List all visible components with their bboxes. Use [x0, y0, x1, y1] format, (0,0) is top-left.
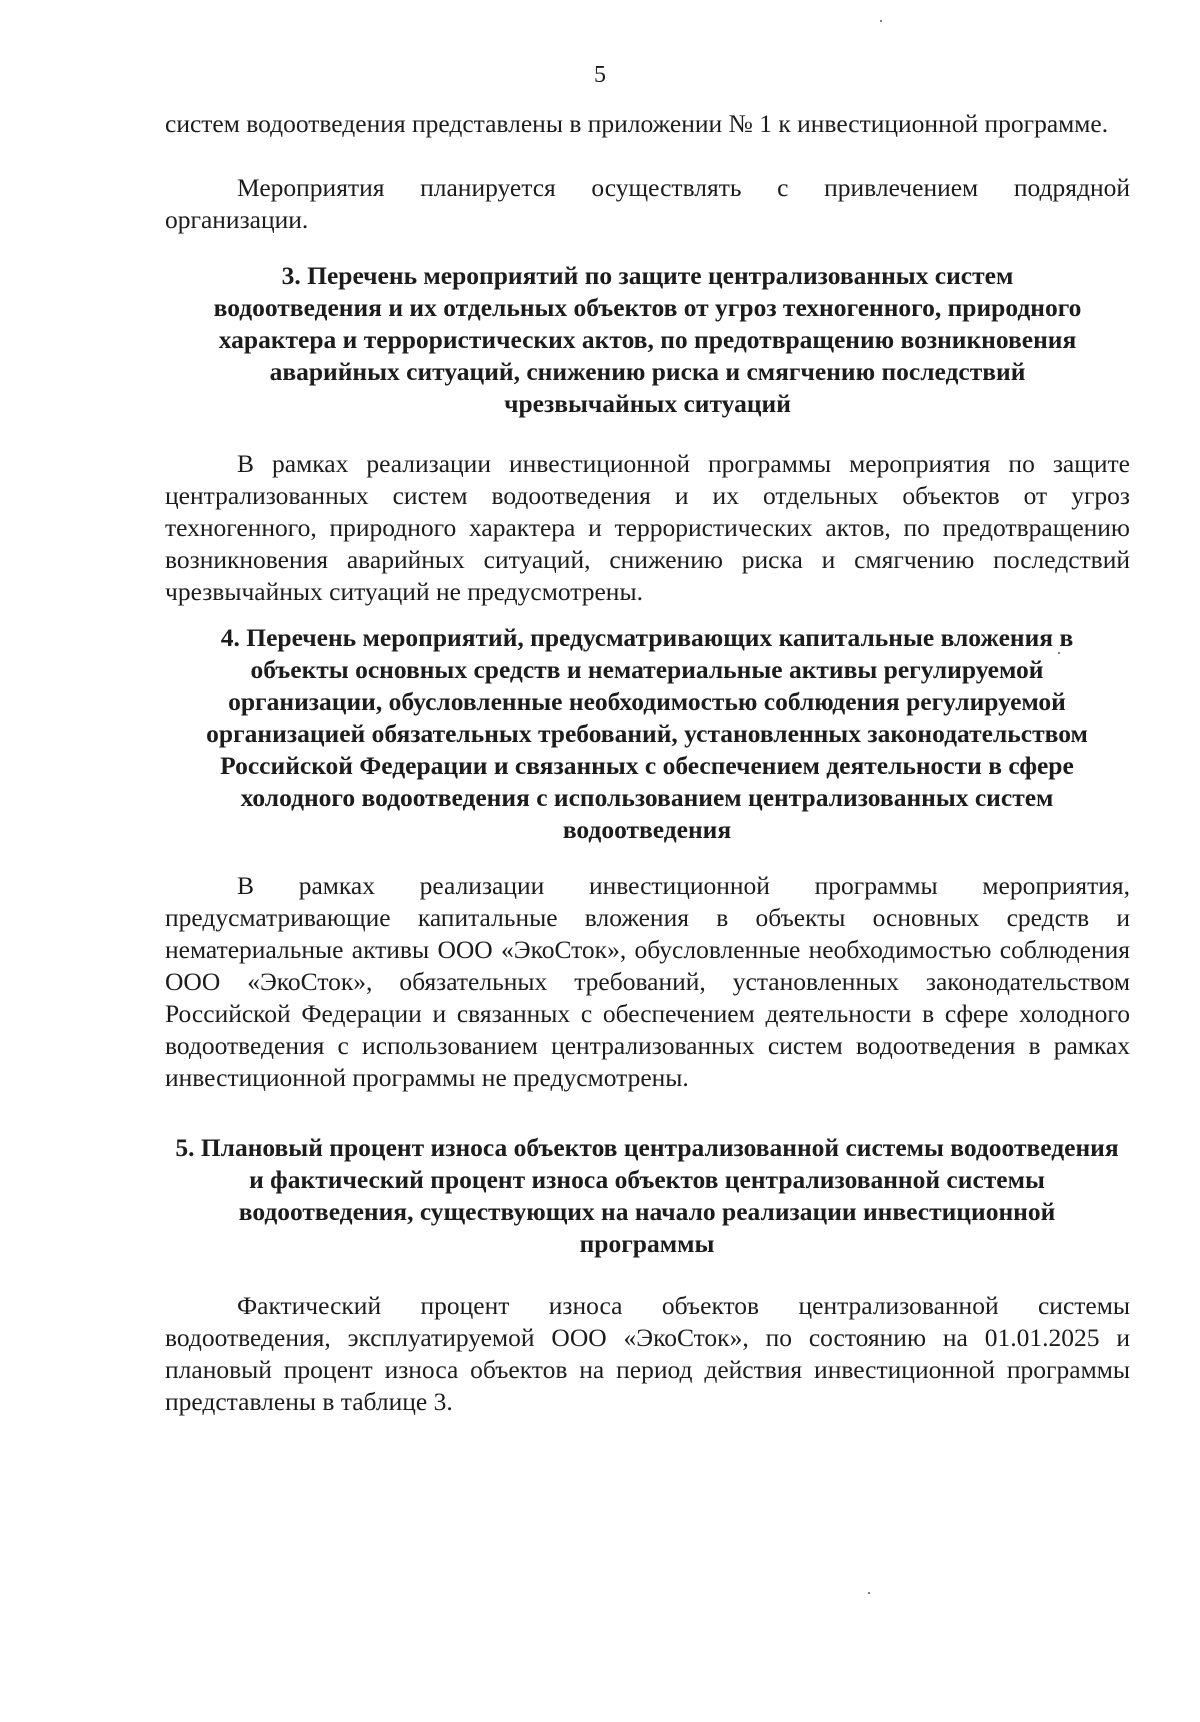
scan-speck	[1058, 652, 1060, 654]
page-number: 5	[594, 62, 606, 88]
section-3-heading: 3. Перечень мероприятий по защите централизованных систем водоотведения и их отдельных объектов от угроз техногенного, природного характера и террористических актов, по предотвращению возникновения аварийных ситуаций, снижению риска и смягчению последствий чрезвычайных ситуаций	[213, 261, 1082, 418]
scan-speck	[868, 1592, 870, 1594]
contractor-block	[165, 172, 1130, 236]
paragraph-contractor: Мероприятия планируется осуществлять с привлечением подрядной организации.	[165, 173, 1130, 234]
section-4-body: В рамках реализации инвестиционной программы мероприятия, предусматривающие капитальные вложения в объекты основных средств и нематериальные активы ООО «ЭкоСток», обусловленные необходимостью соблюдения ООО «ЭкоСток», обязательных требований, установленных законодательством Российской Федерации и связанных с обеспечением деятельности в сфере холодного водоотведения с использованием централизованных систем водоотведения в рамках инвестиционной программы не предусмотрены.	[165, 871, 1130, 1092]
section-5-body-block	[165, 1290, 1130, 1418]
intro-block	[165, 108, 1130, 140]
section-3-body-block	[165, 448, 1130, 608]
section-3-heading-block	[205, 260, 1090, 420]
section-4-heading-block	[172, 622, 1122, 846]
section-4-body-block	[165, 870, 1130, 1094]
section-5-heading: 5. Плановый процент износа объектов централизованной системы водоотведения и фактический процент износа объектов централизованной системы водоотведения, существующих на начало реализации инвестиционной программы	[175, 1133, 1119, 1258]
section-5-heading-block	[172, 1132, 1122, 1260]
paragraph-continuation: систем водоотведения представлены в приложении № 1 к инвестиционной программе.	[165, 109, 1109, 138]
section-3-body: В рамках реализации инвестиционной программы мероприятия по защите централизованных систем водоотведения и их отдельных объектов от угроз техногенного, природного характера и террористических актов, по предотвращению возникновения аварийных ситуаций, снижению риска и смягчению последствий чрезвычайных ситуаций не предусмотрены.	[165, 449, 1130, 606]
section-5-body: Фактический процент износа объектов централизованной системы водоотведения, эксплуатируемой ООО «ЭкоСток», по состоянию на 01.01.2025 и плановый процент износа объектов на период действия инвестиционной программы представлены в таблице 3.	[165, 1291, 1130, 1416]
scan-speck	[880, 20, 882, 22]
section-4-heading: 4. Перечень мероприятий, предусматривающих капитальные вложения в объекты основных средств и нематериальные активы регулируемой организации, обусловленные необходимостью соблюдения регулируемой организацией обязательных требований, установленных законодательством Российской Федерации и связанных с обеспечением деятельности в сфере холодного водоотведения с использованием централизованных систем водоотведения	[206, 623, 1088, 844]
